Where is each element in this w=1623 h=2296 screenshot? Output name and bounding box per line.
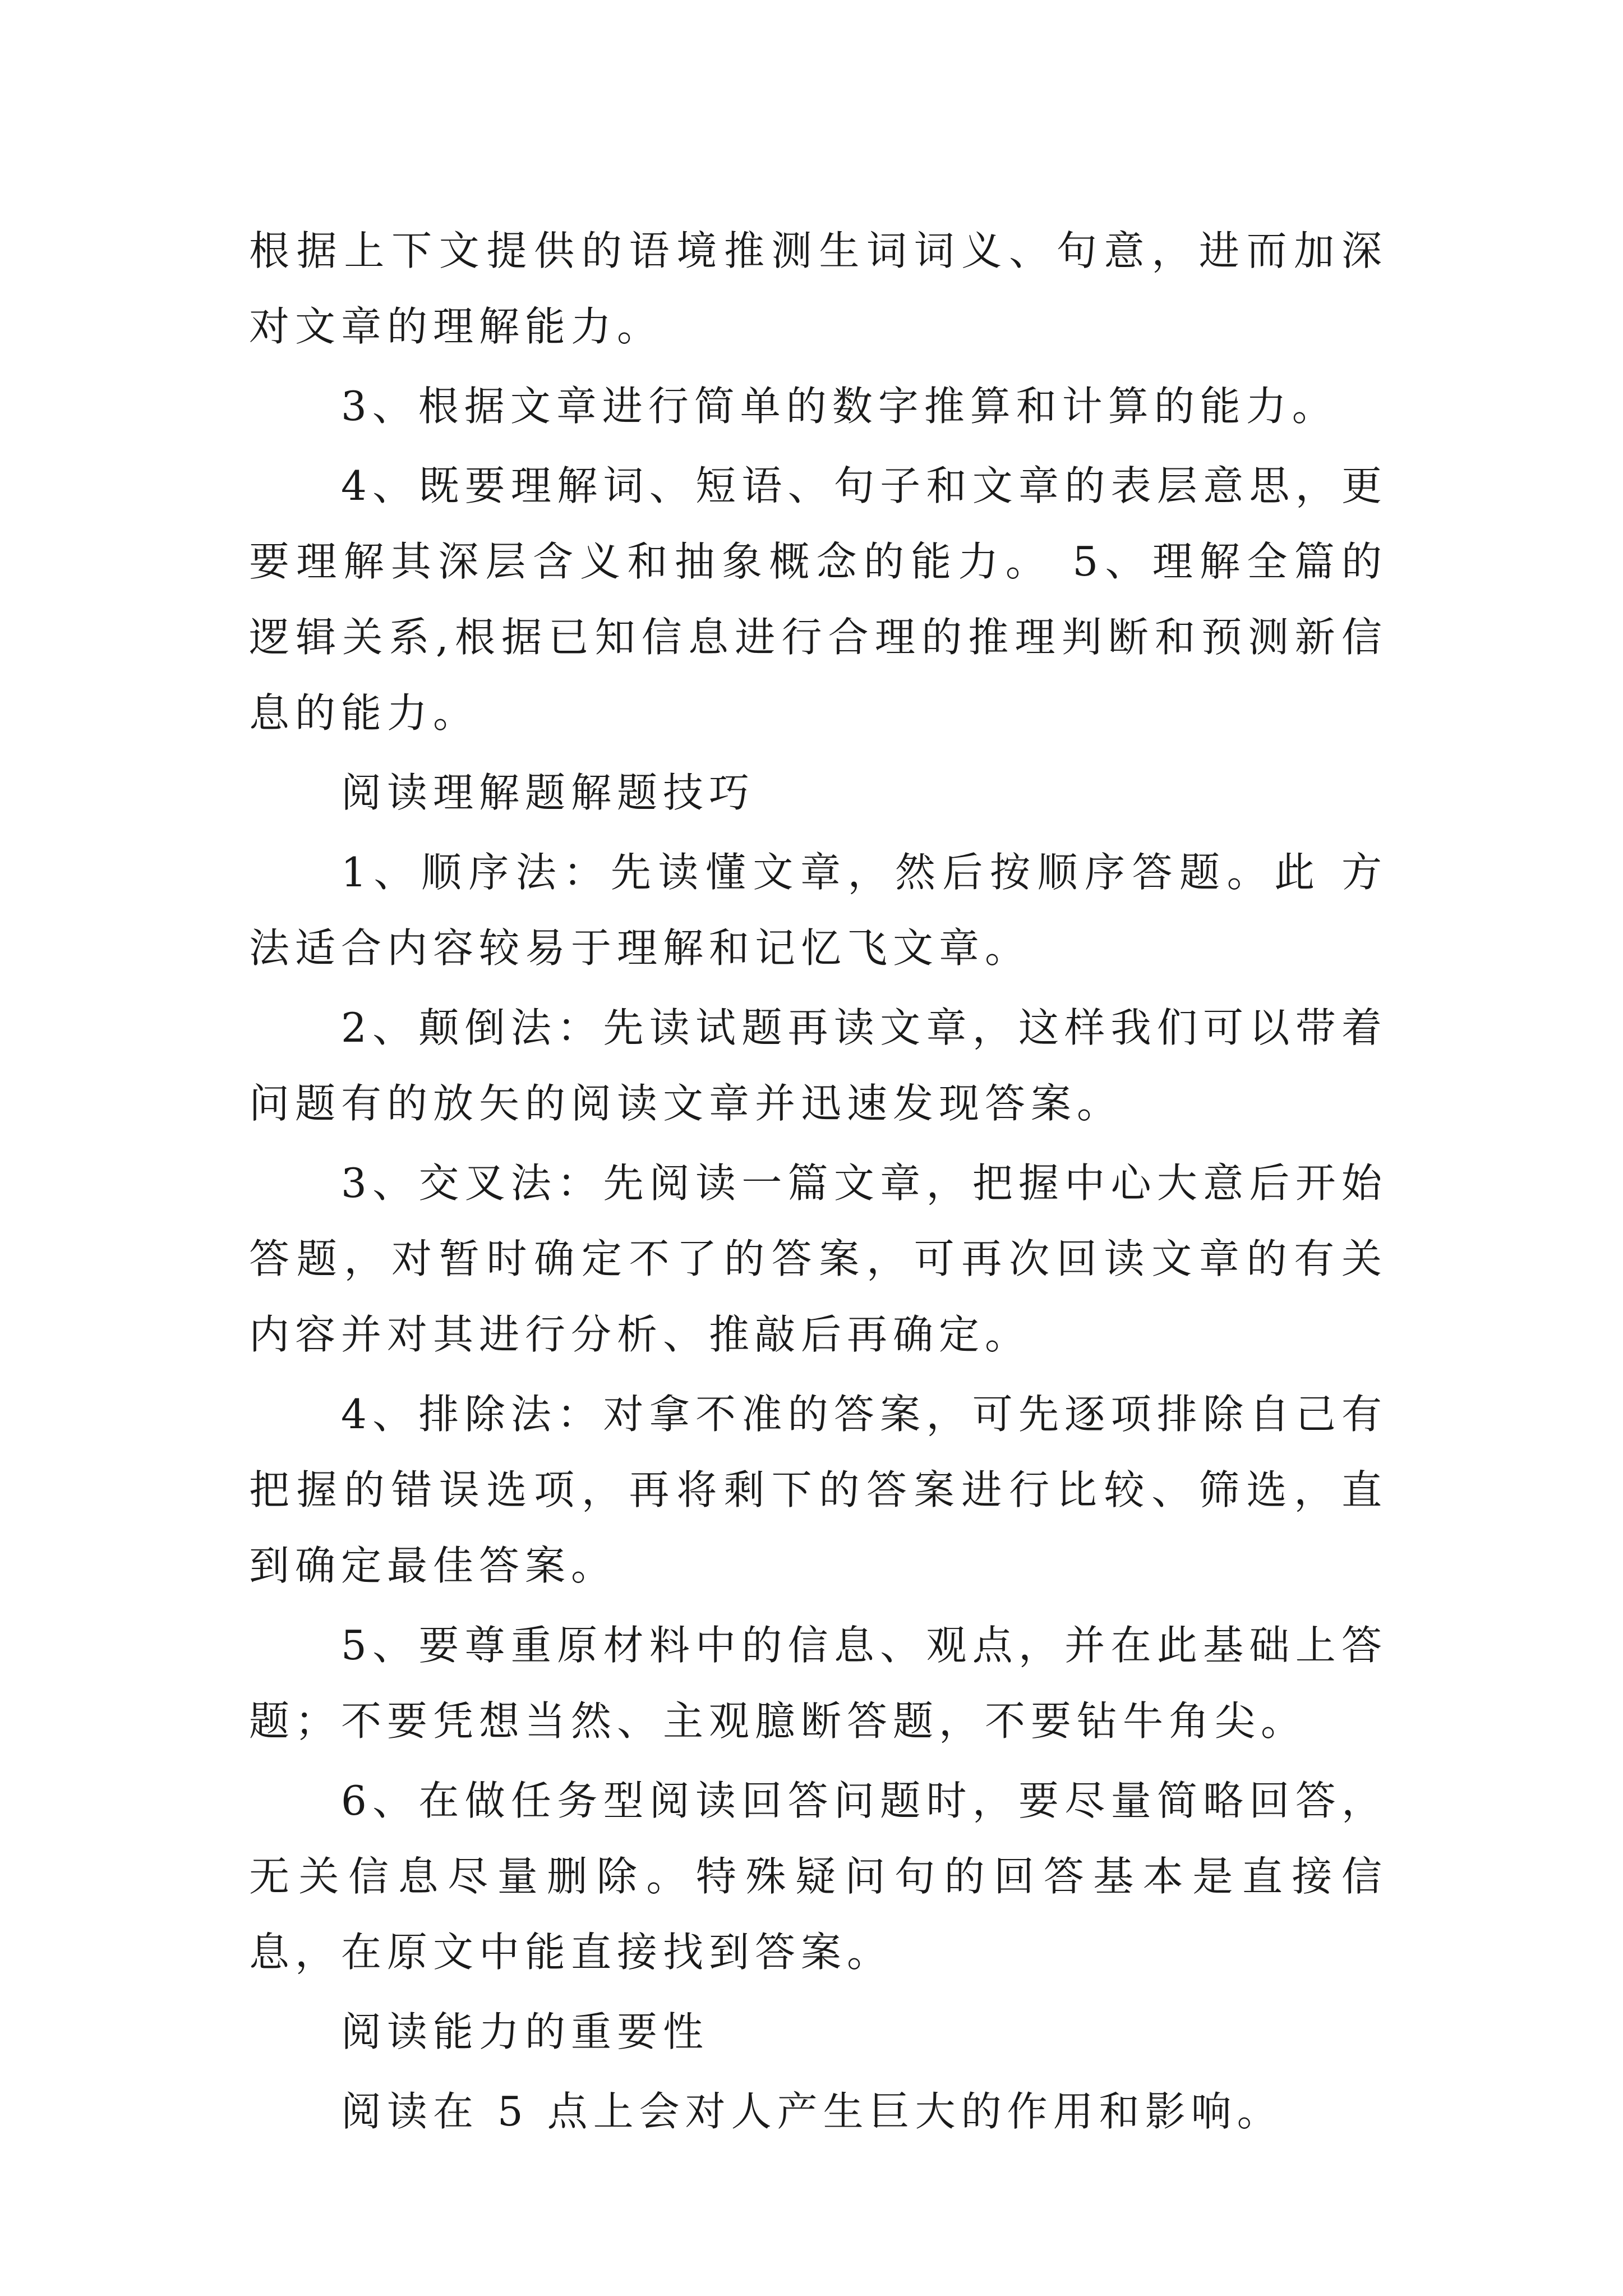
heading-reading-techniques: 阅读理解题解题技巧 [341,769,755,816]
document-body [249,213,1387,2150]
heading-reading-importance: 阅读能力的重要性 [341,2008,709,2055]
paragraph-technique-3: 3、交叉法：先阅读一篇文章，把握中心大意后开始答题，对暂时确定不了的答案，可再次回读文章的有关内容并对其进行分析、推敲后再确定。 [249,1159,1387,1358]
paragraph-ability-3: 3、根据文章进行简单的数字推算和计算的能力。 [341,383,1338,430]
paragraph-technique-5: 5、要尊重原材料中的信息、观点，并在此基础上答题；不要凭想当然、主观臆断答题，不要钻牛角尖。 [249,1622,1387,1745]
paragraph-technique-4: 4、排除法：对拿不准的答案，可先逐项排除自己有把握的错误选项，再将剩下的答案进行比较、筛选，直到确定最佳答案。 [249,1391,1387,1589]
paragraph-technique-1: 1、顺序法：先读懂文章，然后按顺序答题。此 方法适合内容较易于理解和记忆飞文章。 [249,849,1387,972]
paragraph-ability-4-5: 4、既要理解词、短语、句子和文章的表层意思，更要理解其深层含义和抽象概念的能力。 5、理解全篇的逻辑关系,根据已知信息进行合理的推理判断和预测新信息的能力。 [249,462,1387,737]
paragraph-technique-2: 2、颠倒法：先读试题再读文章，这样我们可以带着问题有的放矢的阅读文章并迅速发现答案。 [249,1004,1387,1127]
paragraph-technique-6: 6、在做任务型阅读回答问题时，要尽量简略回答，无关信息尽量删除。特殊疑问句的回答基本是直接信息，在原文中能直接找到答案。 [249,1777,1387,1976]
paragraph-importance-intro: 阅读在 5 点上会对人产生巨大的作用和影响。 [341,2088,1283,2135]
paragraph-continuation: 根据上下文提供的语境推测生词词义、句意，进而加深对文章的理解能力。 [249,227,1387,350]
